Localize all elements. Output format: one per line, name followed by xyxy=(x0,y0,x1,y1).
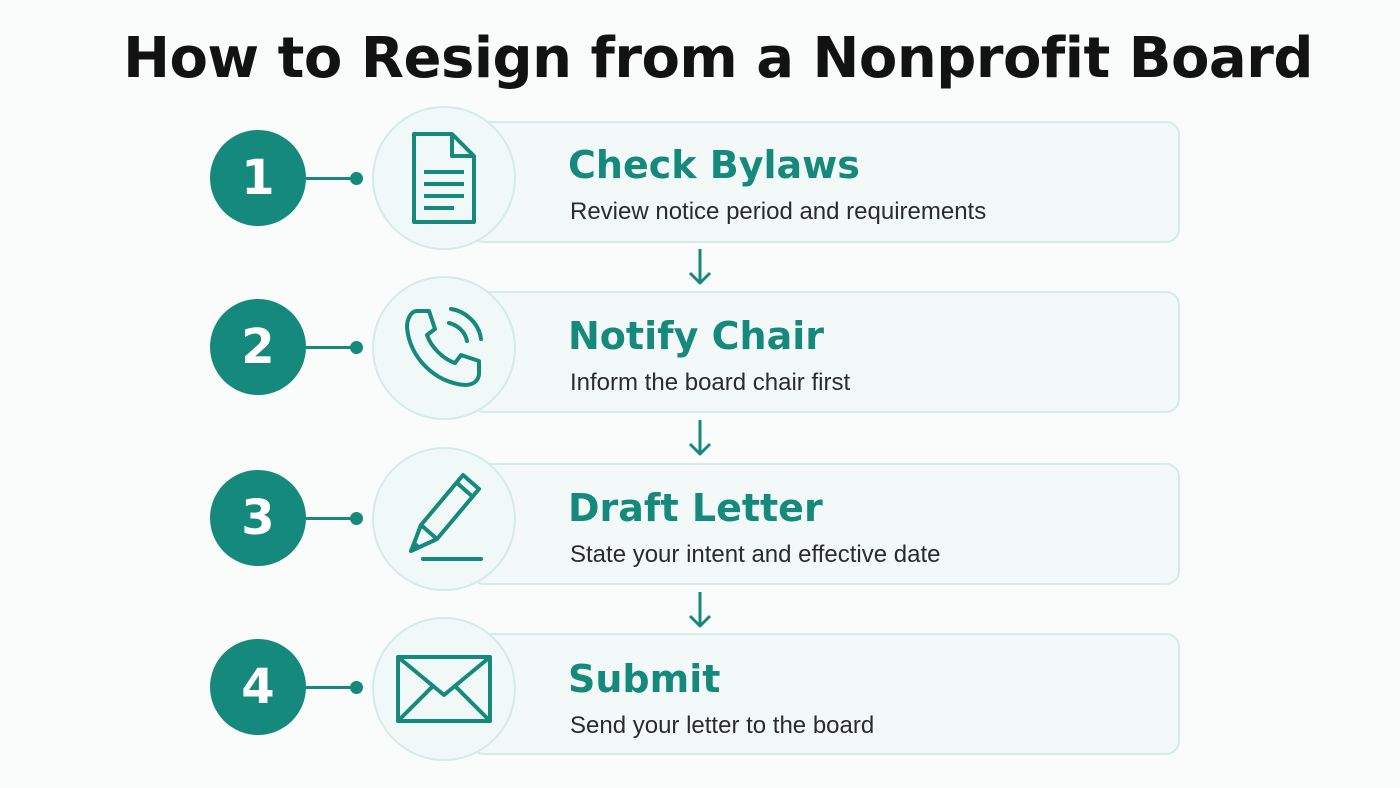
step-description: State your intent and effective date xyxy=(570,541,941,568)
step-3 xyxy=(0,445,1400,595)
step-1 xyxy=(0,103,1400,253)
step-heading: Notify Chair xyxy=(568,314,824,358)
phone-icon xyxy=(372,276,516,420)
step-2 xyxy=(0,273,1400,423)
envelope-icon xyxy=(372,617,516,761)
connector-dot xyxy=(350,681,363,694)
step-4 xyxy=(0,615,1400,765)
step-description: Inform the board chair first xyxy=(570,369,851,396)
connector-dot xyxy=(350,512,363,525)
pen-icon xyxy=(372,447,516,591)
connector-line xyxy=(306,686,356,689)
step-heading: Draft Letter xyxy=(568,486,823,530)
step-number-badge: 2 xyxy=(210,299,306,395)
connector-line xyxy=(306,346,356,349)
step-number-badge: 3 xyxy=(210,470,306,566)
document-icon xyxy=(372,106,516,250)
step-description: Send your letter to the board xyxy=(570,712,875,739)
step-description: Review notice period and requirements xyxy=(570,198,987,225)
page-title: How to Resign from a Nonprofit Board xyxy=(123,26,1313,91)
connector-dot xyxy=(350,172,363,185)
connector-line xyxy=(306,517,356,520)
connector-dot xyxy=(350,341,363,354)
connector-line xyxy=(306,177,356,180)
step-heading: Check Bylaws xyxy=(568,143,860,187)
step-number-badge: 4 xyxy=(210,639,306,735)
step-number-badge: 1 xyxy=(210,130,306,226)
step-heading: Submit xyxy=(568,657,721,701)
